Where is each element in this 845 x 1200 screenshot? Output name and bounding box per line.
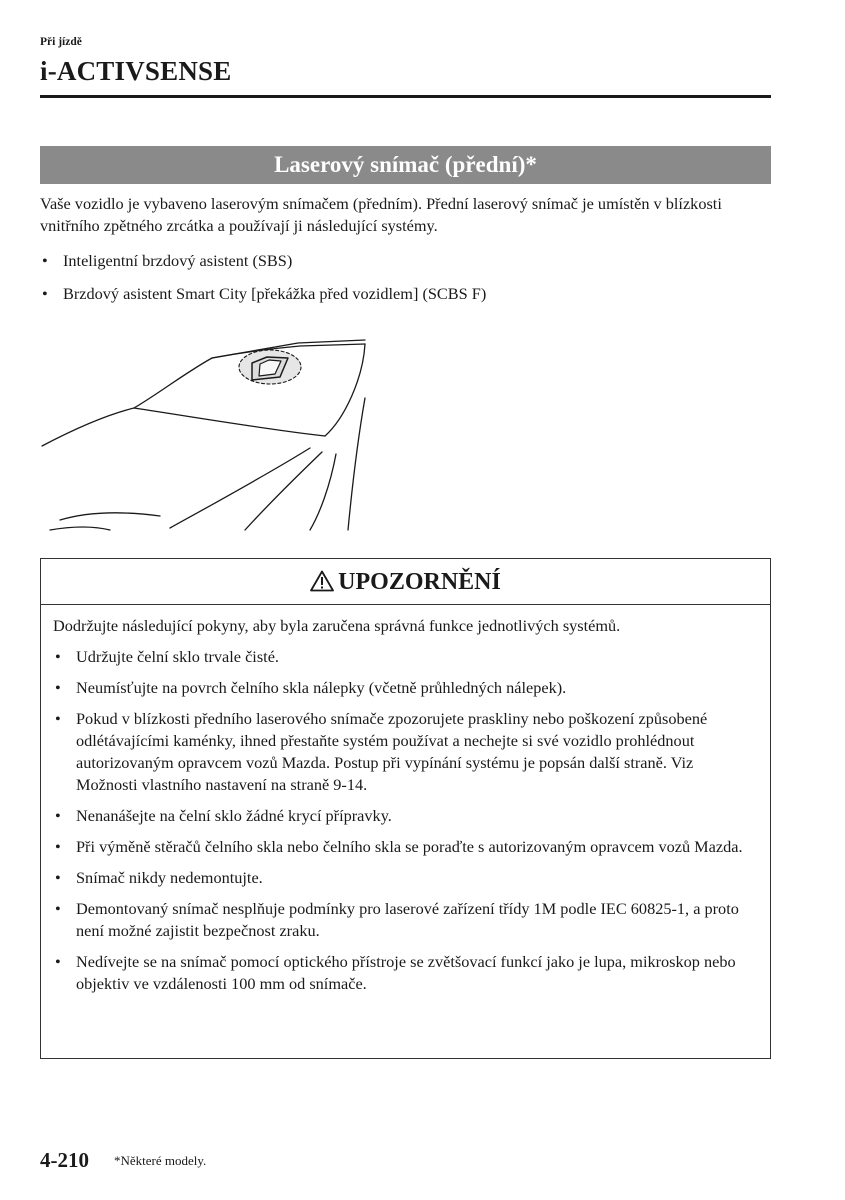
caution-header: [41, 559, 770, 605]
list-item: [53, 951, 756, 995]
intro-paragraph: Vaše vozidlo je vybaveno laserovým snímačem (předním). Přední laserový snímač je umístěn v blízkosti vnitřního zpětného zrcátka a používají ji následující systémy.: [40, 194, 722, 235]
list-item: [53, 708, 756, 796]
chapter-title: i-ACTIVSENSE: [40, 56, 232, 86]
feature-list: [40, 250, 771, 316]
list-item: [53, 898, 756, 942]
bullet: •: [55, 952, 61, 971]
bullet: •: [55, 868, 61, 887]
footnote: *Některé modely.: [114, 1153, 207, 1168]
bullet: •: [55, 709, 61, 728]
list-item: [40, 250, 771, 272]
caution-item-text: Při výměně stěračů čelního skla nebo čelního skla se poraďte s autorizovaným opravcem vozů Mazda.: [76, 837, 743, 856]
bullet: •: [55, 806, 61, 825]
caution-list: [53, 646, 756, 995]
windshield-sensor-illustration: [40, 338, 370, 533]
caution-item-text: Udržujte čelní sklo trvale čisté.: [76, 647, 279, 666]
caution-item-text: Neumísťujte na povrch čelního skla nálepky (včetně průhledných nálepek).: [76, 678, 567, 697]
list-item: [53, 646, 756, 668]
caution-item-text: Snímač nikdy nedemontujte.: [76, 868, 263, 887]
bullet: •: [55, 837, 61, 856]
caution-item-text: Pokud v blízkosti předního laserového snímače zpozorujete praskliny nebo poškození způsobené odlétávajícími kaménky, ihned přestaňte systém používat a nechejte si své vozidlo prohlédnout autorizovaným opravcem vozů Mazda. Postup při vypínání systému je popsán další straně. Viz Možnosti vlastního nastavení na straně 9-14.: [76, 709, 708, 794]
bullet: •: [55, 678, 61, 697]
section-title-bar: [40, 146, 771, 184]
caution-title: UPOZORNĚNÍ: [338, 569, 501, 595]
section-title: Laserový snímač (přední)*: [274, 152, 537, 177]
list-item: [40, 283, 771, 305]
list-item: [53, 677, 756, 699]
caution-intro: Dodržujte následující pokyny, aby byla zaručena správná funkce jednotlivých systémů.: [53, 616, 621, 635]
section-kicker: Při jízdě: [40, 36, 82, 48]
list-item: [53, 867, 756, 889]
warning-triangle-icon: [310, 570, 334, 592]
bullet: •: [55, 899, 61, 918]
bullet: •: [42, 251, 48, 270]
bullet: •: [42, 284, 48, 303]
caution-box: [40, 558, 771, 1059]
list-item: [53, 805, 756, 827]
caution-item-text: Nedívejte se na snímač pomocí optického přístroje se zvětšovací funkcí jako je lupa, mikroskop nebo objektiv ve vzdálenosti 100 mm od snímače.: [76, 952, 736, 993]
chapter-divider: [40, 95, 771, 98]
bullet: •: [55, 647, 61, 666]
caution-body: [41, 605, 770, 995]
feature-text: Brzdový asistent Smart City [překážka před vozidlem] (SCBS F): [63, 284, 487, 303]
list-item: [53, 836, 756, 858]
page-number: 4-210: [40, 1148, 89, 1172]
caution-item-text: Demontovaný snímač nesplňuje podmínky pro laserové zařízení třídy 1M podle IEC 60825-1, a proto není možné zajistit bezpečnost zraku.: [76, 899, 739, 940]
feature-text: Inteligentní brzdový asistent (SBS): [63, 251, 293, 270]
caution-item-text: Nenanášejte na čelní sklo žádné krycí přípravky.: [76, 806, 392, 825]
